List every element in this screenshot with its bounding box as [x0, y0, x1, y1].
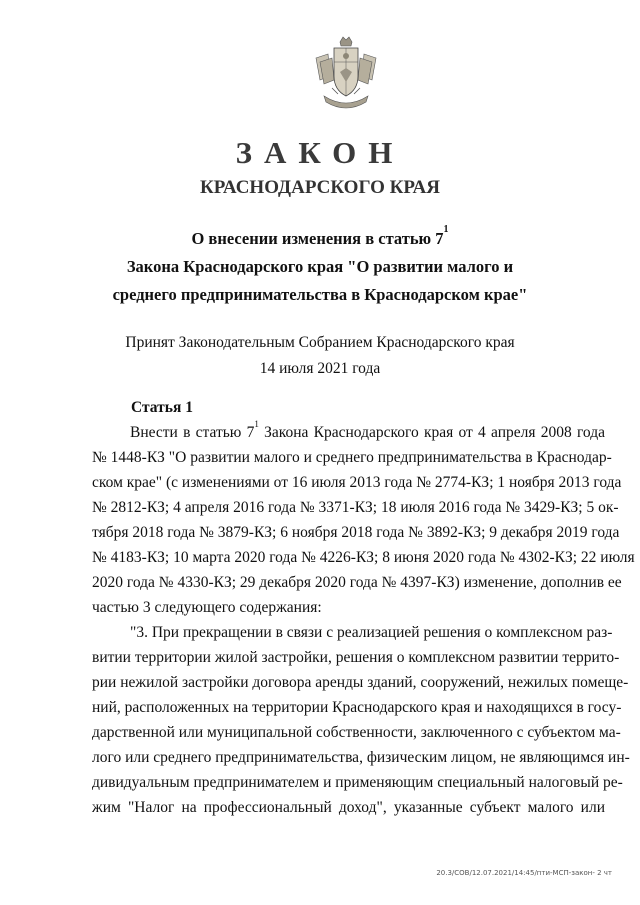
paragraph-2-line: "3. При прекращении в связи с реализацией решения о комплексном раз- — [130, 624, 613, 641]
law-region: КРАСНОДАРСКОГО КРАЯ — [199, 177, 441, 198]
subject-line-3: среднего предпринимательства в Краснодарском крае" — [112, 285, 528, 304]
document-code: 20.3/СОВ/12.07.2021/14:45/пти-МСП-закон- 2 чт — [436, 869, 612, 877]
paragraph-2-line: витии территории жилой застройки, решения о комплексном развитии террито- — [92, 649, 620, 666]
paragraph-1-line: частью 3 следующего содержания: — [92, 599, 322, 616]
paragraph-1-line: № 4183-КЗ; 10 марта 2020 года № 4226-КЗ; 8 июня 2020 года № 4302-КЗ; 22 июля — [92, 549, 635, 566]
paragraph-1-line: 2020 года № 4330-КЗ; 29 декабря 2020 года № 4397-КЗ) изменение, дополнив ее — [92, 574, 622, 591]
paragraph-2-line: дарственной или муниципальной собственности, заключенного с субъектом ма- — [92, 724, 621, 741]
paragraph-2-line: рии нежилой застройки договора аренды зданий, сооружений, нежилых помеще- — [92, 674, 629, 691]
law-title: ЗАКОН — [235, 135, 405, 170]
adoption-note — [0, 330, 640, 382]
paragraph-2-line: дивидуальным предпринимателем и применяющим специальный налоговый ре- — [92, 774, 623, 791]
adoption-body: Принят Законодательным Собранием Краснодарского края — [125, 334, 515, 351]
paragraph-2-line: лого или среднего предпринимательства, физическим лицом, не являющимся ин- — [92, 749, 630, 766]
subject-line-2: Закона Краснодарского края "О развитии малого и — [126, 257, 514, 276]
adoption-date: 14 июля 2021 года — [259, 360, 381, 377]
subject-line-1: О внесении изменения в статью $7^1$ — [191, 224, 449, 248]
paragraph-1-line: ском крае" (с изменениями от 16 июля 2013 года № 2774-КЗ; 1 ноября 2013 года — [92, 474, 622, 491]
law-subject — [0, 225, 640, 309]
article-body — [92, 419, 635, 820]
paragraph-1-line: № 1448-КЗ "О развитии малого и среднего предпринимательства в Краснодар- — [92, 449, 612, 466]
krasnodar-coat-of-arms-icon — [310, 36, 382, 112]
paragraph-1-line: тября 2018 года № 3879-КЗ; 6 ноября 2018 года № 3892-КЗ; 9 декабря 2019 года — [92, 524, 620, 541]
paragraph-1-line: Внести в статью $7^1$ Закона Краснодарского края от 4 апреля 2008 года — [130, 419, 605, 441]
paragraph-2-line: жим "Налог на профессиональный доход", указанные субъект малого или — [92, 799, 605, 816]
article-title: Статья 1 — [131, 399, 193, 416]
paragraph-1-line: № 2812-КЗ; 4 апреля 2016 года № 3371-КЗ; 18 июля 2016 года № 3429-КЗ; 5 ок- — [92, 499, 619, 516]
paragraph-2-line: ний, расположенных на территории Краснодарского края и находящихся в госу- — [92, 699, 622, 716]
